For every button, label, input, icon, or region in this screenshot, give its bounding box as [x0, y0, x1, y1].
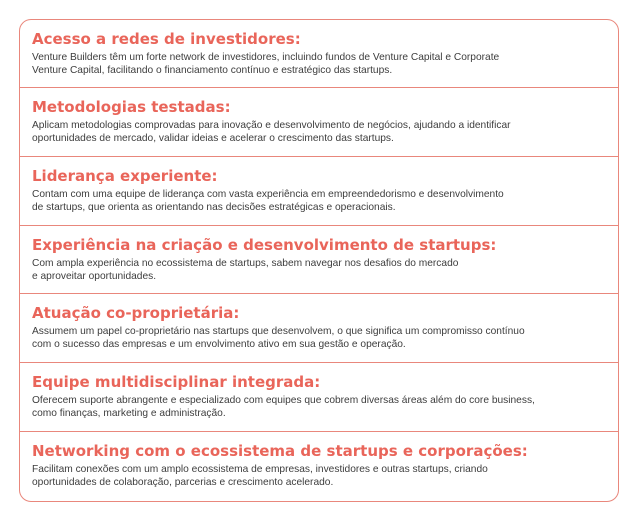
section-title: Networking com o ecossistema de startups e corporações: [32, 442, 528, 460]
section-multidisciplinary-team [20, 373, 618, 420]
section-title: Acesso a redes de investidores: [32, 30, 301, 48]
section-divider [20, 293, 618, 294]
benefits-card [19, 19, 619, 502]
section-description: Facilitam conexões com um amplo ecossistema de empresas, investidores e outras startups, criando oportunidades de colaboração, parcerias e crescimento acelerado. [32, 464, 488, 488]
section-co-ownership [20, 304, 618, 351]
section-networking [20, 442, 618, 489]
section-title: Equipe multidisciplinar integrada: [32, 373, 321, 391]
section-description: Venture Builders têm um forte network de investidores, incluindo fundos de Venture Capital e Corporate Venture Capital, facilitando o financiamento contínuo e estratégico das startups. [32, 52, 500, 76]
section-experienced-leadership [20, 167, 618, 214]
section-startup-experience [20, 236, 618, 283]
section-divider [20, 431, 618, 432]
section-description: Oferecem suporte abrangente e especializado com equipes que cobrem diversas áreas além do core business, como finanças, marketing e administração. [32, 395, 535, 419]
section-divider [20, 362, 618, 363]
section-description: Aplicam metodologias comprovadas para inovação e desenvolvimento de negócios, ajudando a identificar oportunidades de mercado, validar ideias e acelerar o crescimento das startups. [32, 120, 511, 144]
section-investor-networks [20, 30, 618, 77]
section-title: Liderança experiente: [32, 167, 218, 185]
section-divider [20, 225, 618, 226]
section-description: Com ampla experiência no ecossistema de startups, sabem navegar nos desafios do mercado e aproveitar oportunidades. [32, 258, 459, 282]
section-title: Metodologias testadas: [32, 98, 231, 116]
section-tested-methodologies [20, 98, 618, 145]
section-title: Experiência na criação e desenvolvimento de startups: [32, 236, 497, 254]
section-description: Contam com uma equipe de liderança com vasta experiência em empreendedorismo e desenvolvimento de startups, que orienta as orientando nas decisões estratégicas e operacionais. [32, 189, 504, 213]
section-divider [20, 156, 618, 157]
section-title: Atuação co-proprietária: [32, 304, 240, 322]
section-description: Assumem um papel co-proprietário nas startups que desenvolvem, o que significa um compromisso contínuo com o sucesso das empresas e um envolvimento ativo em sua gestão e operação. [32, 326, 525, 350]
section-divider [20, 87, 618, 88]
